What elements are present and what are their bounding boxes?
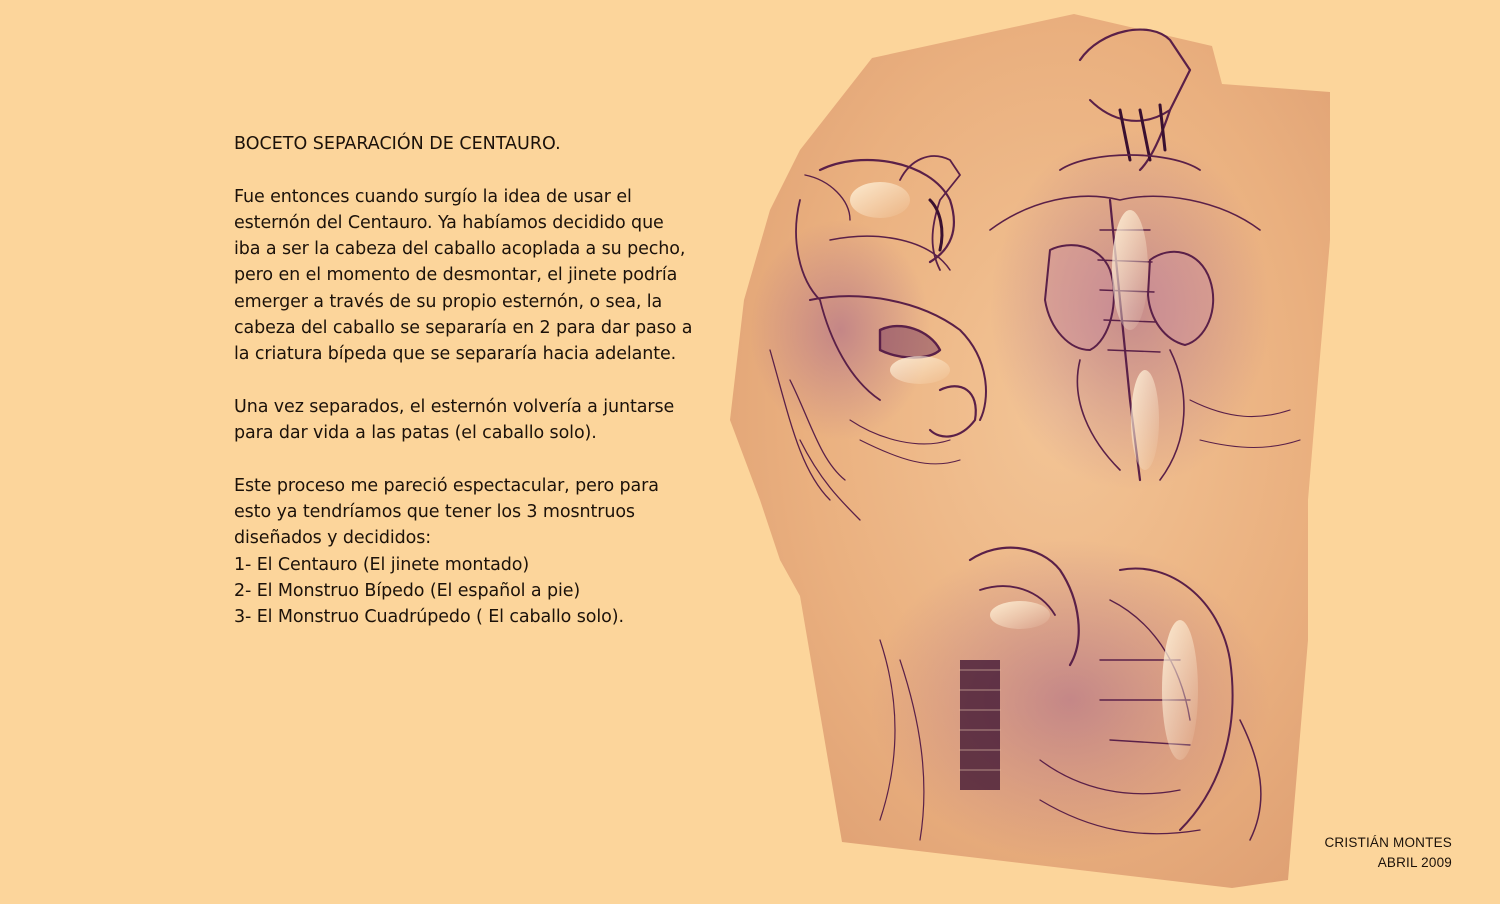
paragraph-line: Fue entonces cuando surgío la idea de usar el [234,186,632,207]
paragraph-line: pero en el momento de desmontar, el jinete podría [234,265,678,286]
credit-signature [1324,833,1452,873]
list-item: 1- El Centauro (El jinete montado) [234,554,530,575]
paragraph-line: esto ya tendríamos que tener los 3 mosntruos [234,502,635,523]
list-item: 3- El Monstruo Cuadrúpedo ( El caballo solo). [234,607,624,628]
paragraph-line: la criatura bípeda que se separaría hacia adelante. [234,344,677,365]
paragraph-line: iba a ser la cabeza del caballo acoplada a su pecho, [234,239,686,260]
paragraph-line: Este proceso me pareció espectacular, pero para [234,475,659,496]
paragraph-line: esternón del Centauro. Ya habíamos decidido que [234,212,664,233]
paragraph-line: diseñados y decididos: [234,528,432,549]
paragraph-line: cabeza del caballo se separaría en 2 para dar paso a [234,318,693,339]
paragraph-line: para dar vida a las patas (el caballo solo). [234,423,597,444]
list-item: 2- El Monstruo Bípedo (El español a pie) [234,581,581,602]
credit-date: ABRIL 2009 [1377,855,1452,870]
paragraph-line: Una vez separados, el esternón volvería a juntarse [234,396,675,417]
heading: BOCETO SEPARACIÓN DE CENTAURO. [234,134,561,154]
author-name: CRISTIÁN MONTES [1324,835,1452,850]
paragraph-line: emerger a través de su propio esternón, o sea, la [234,291,663,312]
